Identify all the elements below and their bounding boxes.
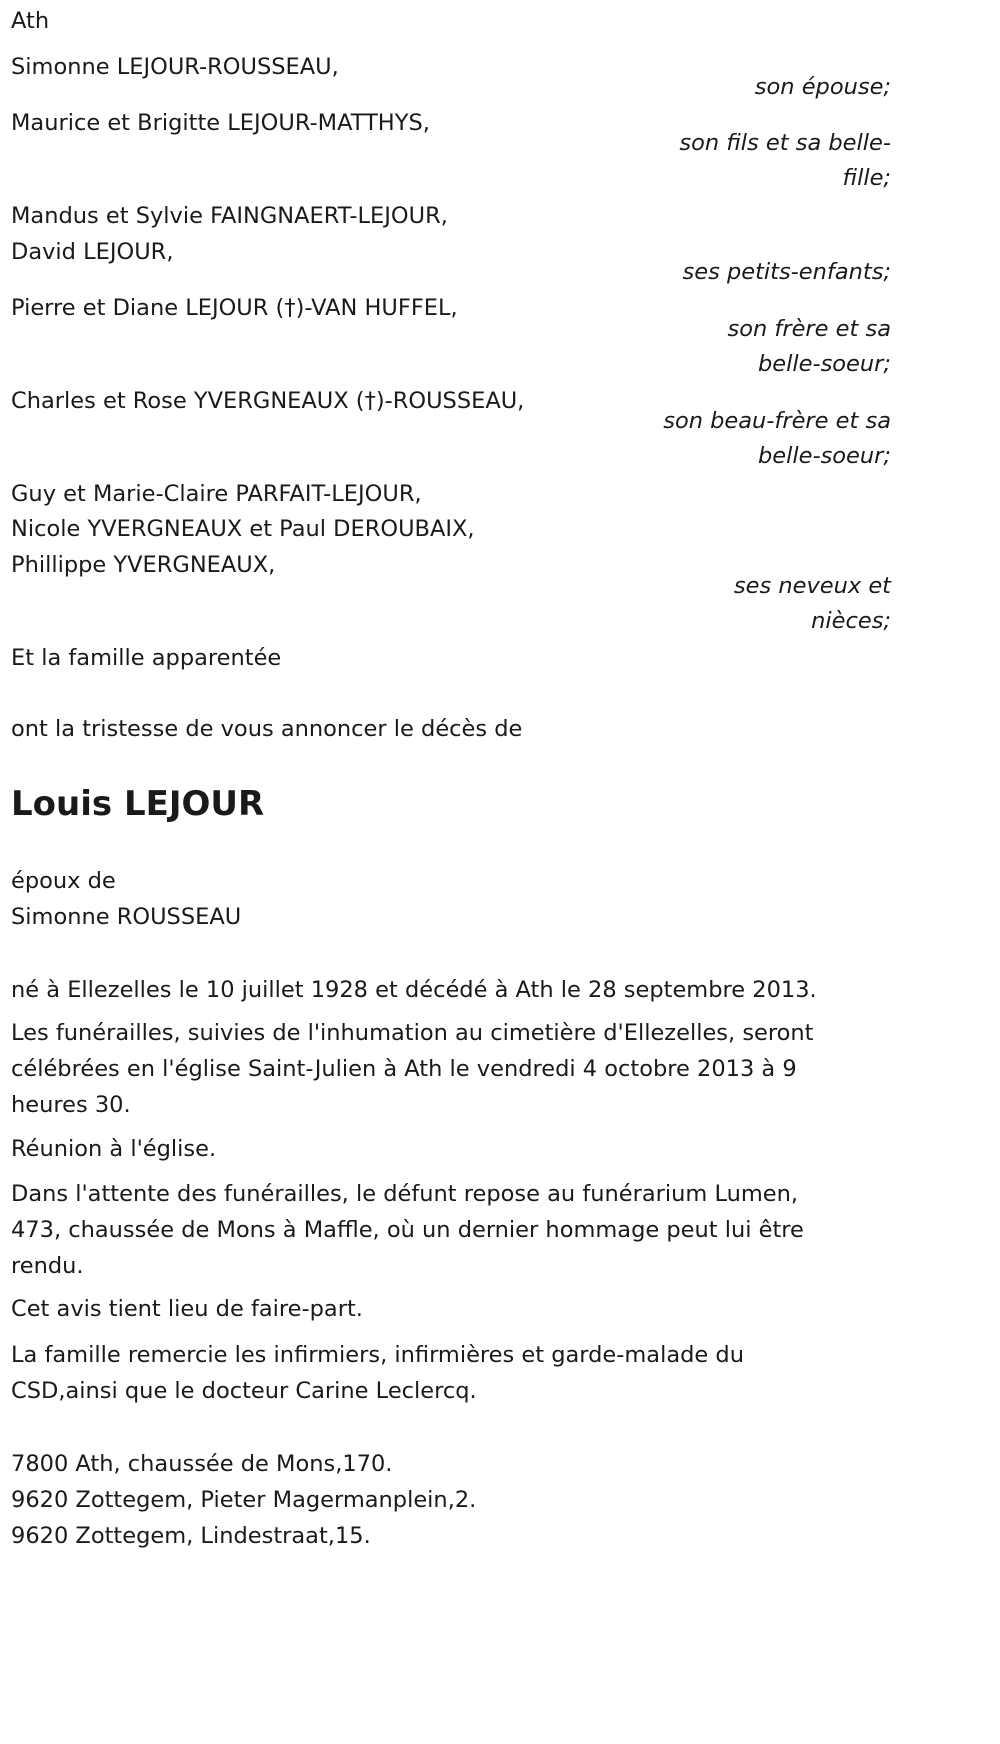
announcement: ont la tristesse de vous annoncer le décès de [11, 716, 523, 742]
meeting-note: Réunion à l'église. [11, 1136, 217, 1162]
family-name: Pierre et Diane LEJOUR (†)-VAN HUFFEL, [11, 295, 458, 321]
family-name: Simonne LEJOUR-ROUSSEAU, [11, 54, 339, 80]
resting-place: Dans l'attente des funérailles, le défunt repose au funérarium Lumen, 473, chaussée de Mons à Maffle, où un dernier hommage peut lui être rendu. [11, 1181, 804, 1279]
deceased-name: Louis LEJOUR [11, 784, 265, 824]
family-role: ses petits-enfants; [682, 259, 891, 285]
family-role: son frère et sa belle-soeur; [727, 316, 891, 377]
family-name: Guy et Marie-Claire PARFAIT-LEJOUR, [11, 481, 422, 507]
family-name: David LEJOUR, [11, 239, 174, 265]
family-role: son fils et sa belle- fille; [679, 130, 891, 191]
address-line: 7800 Ath, chaussée de Mons,170. [11, 1451, 393, 1477]
family-name: Nicole YVERGNEAUX et Paul DEROUBAIX, [11, 516, 475, 542]
extended-family: Et la famille apparentée [11, 645, 282, 671]
birth-death: né à Ellezelles le 10 juillet 1928 et décédé à Ath le 28 septembre 2013. [11, 977, 817, 1003]
thanks: La famille remercie les infirmiers, infirmières et garde-malade du CSD,ainsi que le docteur Carine Leclercq. [11, 1342, 744, 1404]
family-role: son épouse; [754, 74, 891, 100]
address-line: 9620 Zottegem, Pieter Magermanplein,2. [11, 1487, 477, 1513]
city-heading: Ath [11, 8, 50, 34]
spouse-intro: époux de [11, 868, 116, 894]
spouse-name: Simonne ROUSSEAU [11, 904, 242, 930]
family-name: Maurice et Brigitte LEJOUR-MATTHYS, [11, 110, 430, 136]
family-role: ses neveux et nièces; [733, 573, 891, 634]
family-name: Charles et Rose YVERGNEAUX (†)-ROUSSEAU, [11, 388, 525, 414]
family-name: Phillippe YVERGNEAUX, [11, 552, 276, 578]
address-line: 9620 Zottegem, Lindestraat,15. [11, 1523, 371, 1549]
funeral-details: Les funérailles, suivies de l'inhumation au cimetière d'Ellezelles, seront célébrées en l'église Saint-Julien à Ath le vendredi 4 octobre 2013 à 9 heures 30. [11, 1020, 814, 1118]
notice-statement: Cet avis tient lieu de faire-part. [11, 1296, 363, 1322]
family-name: Mandus et Sylvie FAINGNAERT-LEJOUR, [11, 203, 448, 229]
addresses [11, 1446, 891, 1554]
family-role: son beau-frère et sa belle-soeur; [663, 408, 891, 469]
